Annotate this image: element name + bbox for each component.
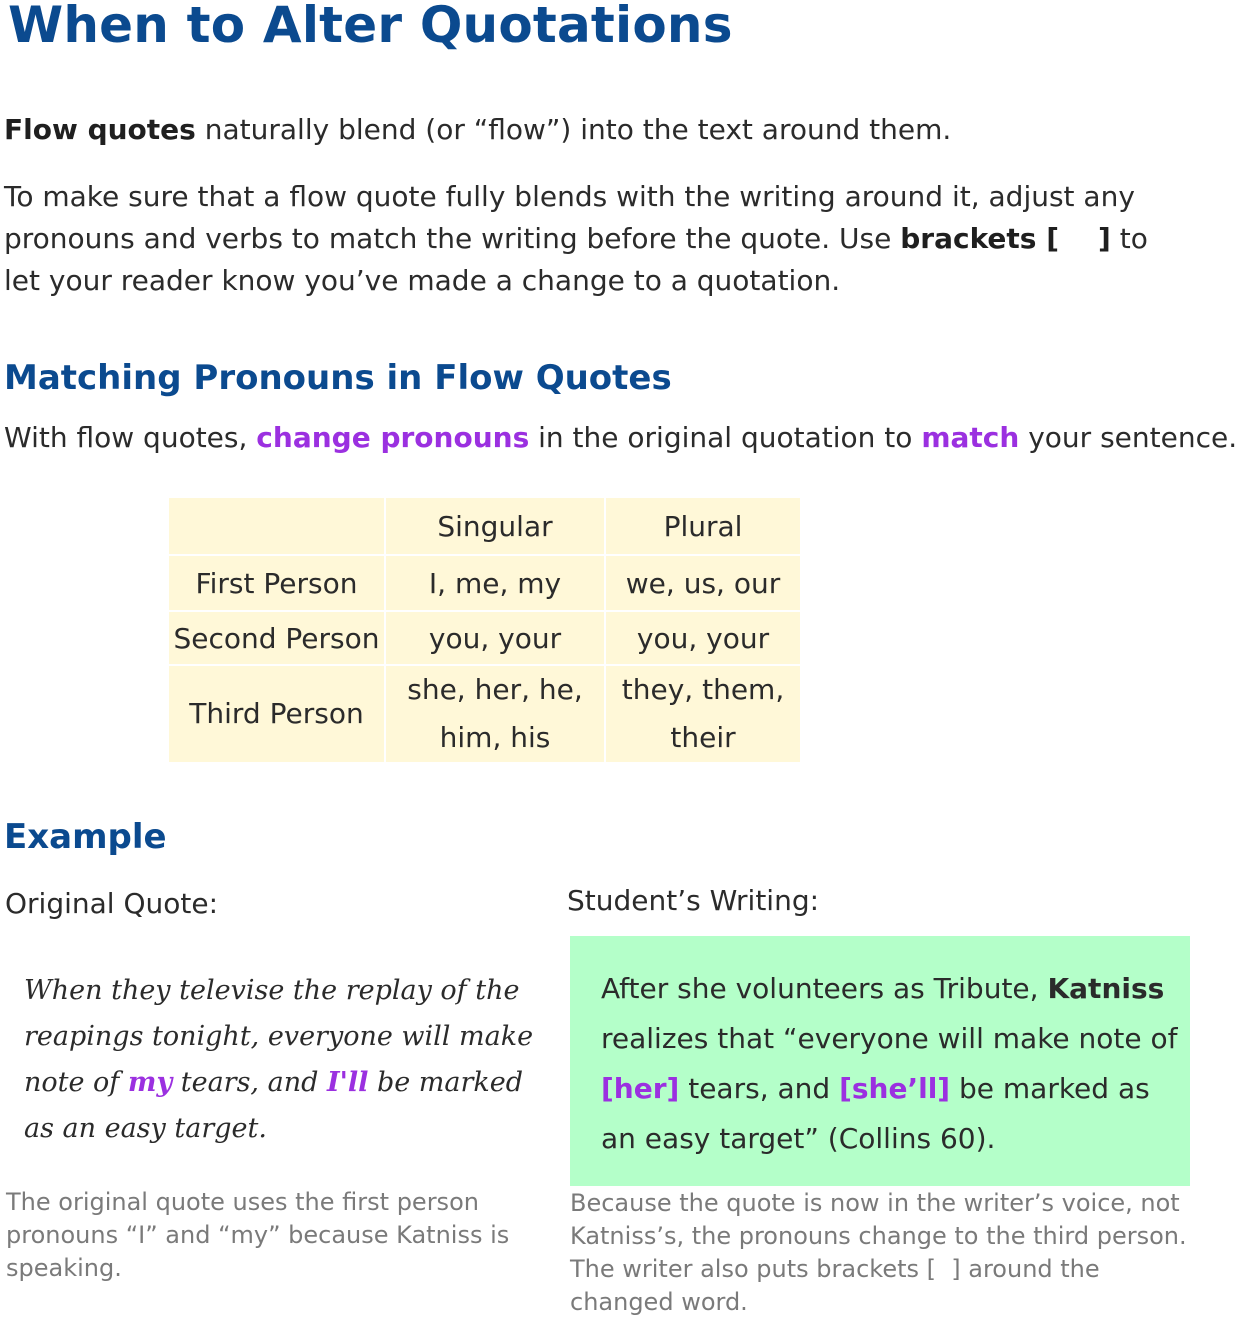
quote-text: tears, and — [172, 1067, 327, 1098]
student-name: Katniss — [1047, 972, 1165, 1005]
highlight-her: [her] — [601, 1072, 680, 1105]
highlight-change-pronouns: change pronouns — [256, 421, 530, 454]
table-cell: she, her, he, him, his — [385, 665, 605, 763]
table-header-cell: Singular — [385, 497, 605, 555]
table-cell: we, us, our — [605, 555, 801, 611]
table-cell: they, them, their — [605, 665, 801, 763]
table-cell: I, me, my — [385, 555, 605, 611]
intro-text: naturally blend (or “flow”) into the text around them. — [195, 113, 952, 146]
table-cell: you, your — [605, 611, 801, 665]
pronoun-table — [167, 496, 802, 764]
student-text: After she volunteers as Tribute, — [601, 972, 1048, 1005]
student-text: realizes that “everyone will make note of — [601, 1022, 1178, 1055]
quote-text: be marked as an easy target. — [24, 1067, 524, 1144]
instruction-text: With flow quotes, — [4, 421, 257, 454]
table-cell: First Person — [168, 555, 385, 611]
table-cell: Second Person — [168, 611, 385, 665]
flow-quotes-term: Flow quotes — [4, 113, 196, 146]
instruction-text: in the original quotation to — [529, 421, 922, 454]
original-quote — [24, 968, 544, 1152]
original-quote-label: Original Quote: — [5, 887, 219, 920]
highlight-my: my — [127, 1067, 173, 1098]
page-title: When to Alter Quotations — [8, 0, 733, 54]
highlight-ill: I'll — [326, 1067, 369, 1098]
table-row — [168, 555, 801, 611]
section-heading-pronouns: Matching Pronouns in Flow Quotes — [4, 358, 672, 398]
intro-text: To make sure that a flow quote fully blends with the writing around it, adjust any pronouns and verbs to match the writing before the quote. Use — [4, 180, 1135, 255]
original-quote-note: The original quote uses the first person pronouns “I” and “my” because Katniss is speaking. — [6, 1188, 510, 1282]
table-row — [168, 665, 801, 763]
table-cell — [168, 497, 385, 555]
student-text: tears, and — [679, 1072, 840, 1105]
intro-paragraph-2 — [4, 176, 1174, 302]
section-heading-example: Example — [4, 817, 167, 857]
intro-text: to let your reader know you’ve made a change to a quotation. — [4, 222, 1148, 297]
quote-text: When they televise the replay of the reapings tonight, everyone will make note of — [24, 975, 534, 1098]
instruction-text: your sentence. — [1019, 421, 1237, 454]
student-writing — [601, 964, 1181, 1164]
brackets-term: brackets [ ] — [900, 222, 1111, 255]
table-cell: you, your — [385, 611, 605, 665]
student-writing-label: Student’s Writing: — [567, 884, 820, 917]
table-row — [168, 611, 801, 665]
student-writing-note: Because the quote is now in the writer’s voice, not Katniss’s, the pronouns change to the third person. The writer also puts brackets [ ] around the changed word. — [570, 1189, 1187, 1316]
pronoun-instruction — [4, 417, 1237, 459]
table-header-cell: Plural — [605, 497, 801, 555]
intro-paragraph-1 — [4, 109, 951, 151]
highlight-shell: [she’ll] — [839, 1072, 951, 1105]
table-cell: Third Person — [168, 665, 385, 763]
highlight-match: match — [921, 421, 1020, 454]
table-header-row — [168, 497, 801, 555]
student-text: be marked as an easy target” (Collins 60). — [601, 1072, 1150, 1155]
